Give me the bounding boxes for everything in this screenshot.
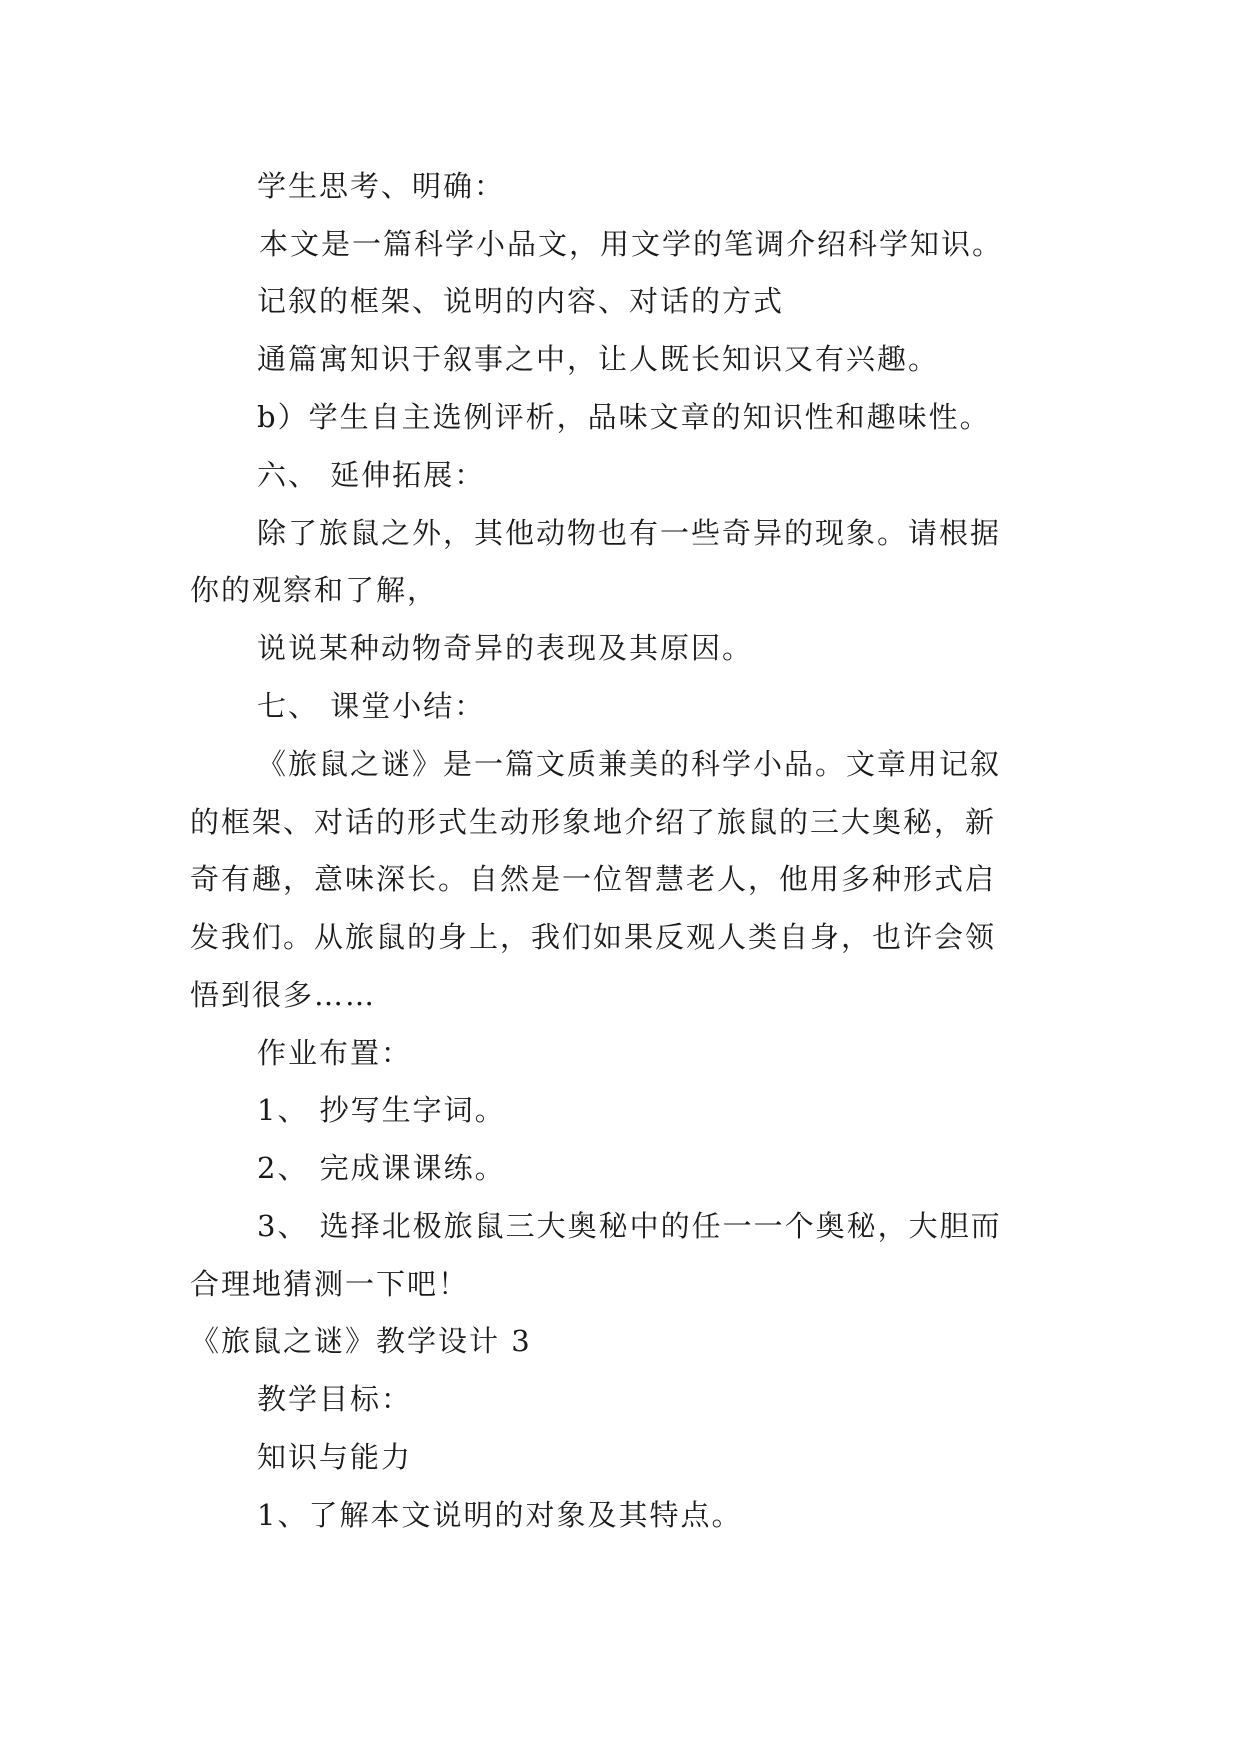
section-heading: 作业布置： bbox=[257, 1036, 413, 1070]
paragraph-line: 合理地猜测一下吧！ bbox=[190, 1267, 470, 1301]
document-title: 《旅鼠之谜》教学设计 3 bbox=[190, 1324, 532, 1358]
paragraph-line: 发我们。从旅鼠的身上，我们如果反观人类自身，也许会领 bbox=[190, 920, 997, 954]
paragraph-line: 悟到很多…… bbox=[190, 978, 377, 1012]
paragraph-line: 记叙的框架、说明的内容、对话的方式 bbox=[257, 284, 785, 318]
paragraph-line: 通篇寓知识于叙事之中，让人既长知识又有兴趣。 bbox=[257, 342, 940, 376]
paragraph-line: 学生思考、明确： bbox=[257, 169, 506, 203]
paragraph-line: 奇有趣，意味深长。自然是一位智慧老人，他用多种形式启 bbox=[190, 862, 997, 896]
section-heading: 六、 延伸拓展： bbox=[257, 458, 486, 492]
list-item: 1、 抄写生字词。 bbox=[257, 1093, 506, 1127]
list-item: 3、 选择北极旅鼠三大奥秘中的任一一个奥秘，大胆而 bbox=[257, 1209, 1002, 1243]
paragraph-line: 《旅鼠之谜》是一篇文质兼美的科学小品。文章用记叙 bbox=[257, 747, 1002, 781]
section-heading: 七、 课堂小结： bbox=[257, 689, 486, 723]
paragraph-line: 你的观察和了解， bbox=[190, 573, 439, 607]
paragraph-line: 说说某种动物奇异的表现及其原因。 bbox=[257, 631, 754, 665]
paragraph-line: 除了旅鼠之外，其他动物也有一些奇异的现象。请根据 bbox=[257, 516, 1002, 550]
paragraph-line: b）学生自主选例评析，品味文章的知识性和趣味性。 bbox=[257, 400, 991, 434]
section-heading: 教学目标： bbox=[257, 1382, 413, 1416]
list-item: 1、了解本文说明的对象及其特点。 bbox=[257, 1498, 743, 1532]
paragraph-line: 本文是一篇科学小品文，用文学的笔调介绍科学知识。 bbox=[259, 227, 1004, 261]
list-item: 2、 完成课课练。 bbox=[257, 1151, 506, 1185]
subsection-heading: 知识与能力 bbox=[257, 1440, 413, 1474]
paragraph-line: 的框架、对话的形式生动形象地介绍了旅鼠的三大奥秘，新 bbox=[190, 805, 997, 839]
